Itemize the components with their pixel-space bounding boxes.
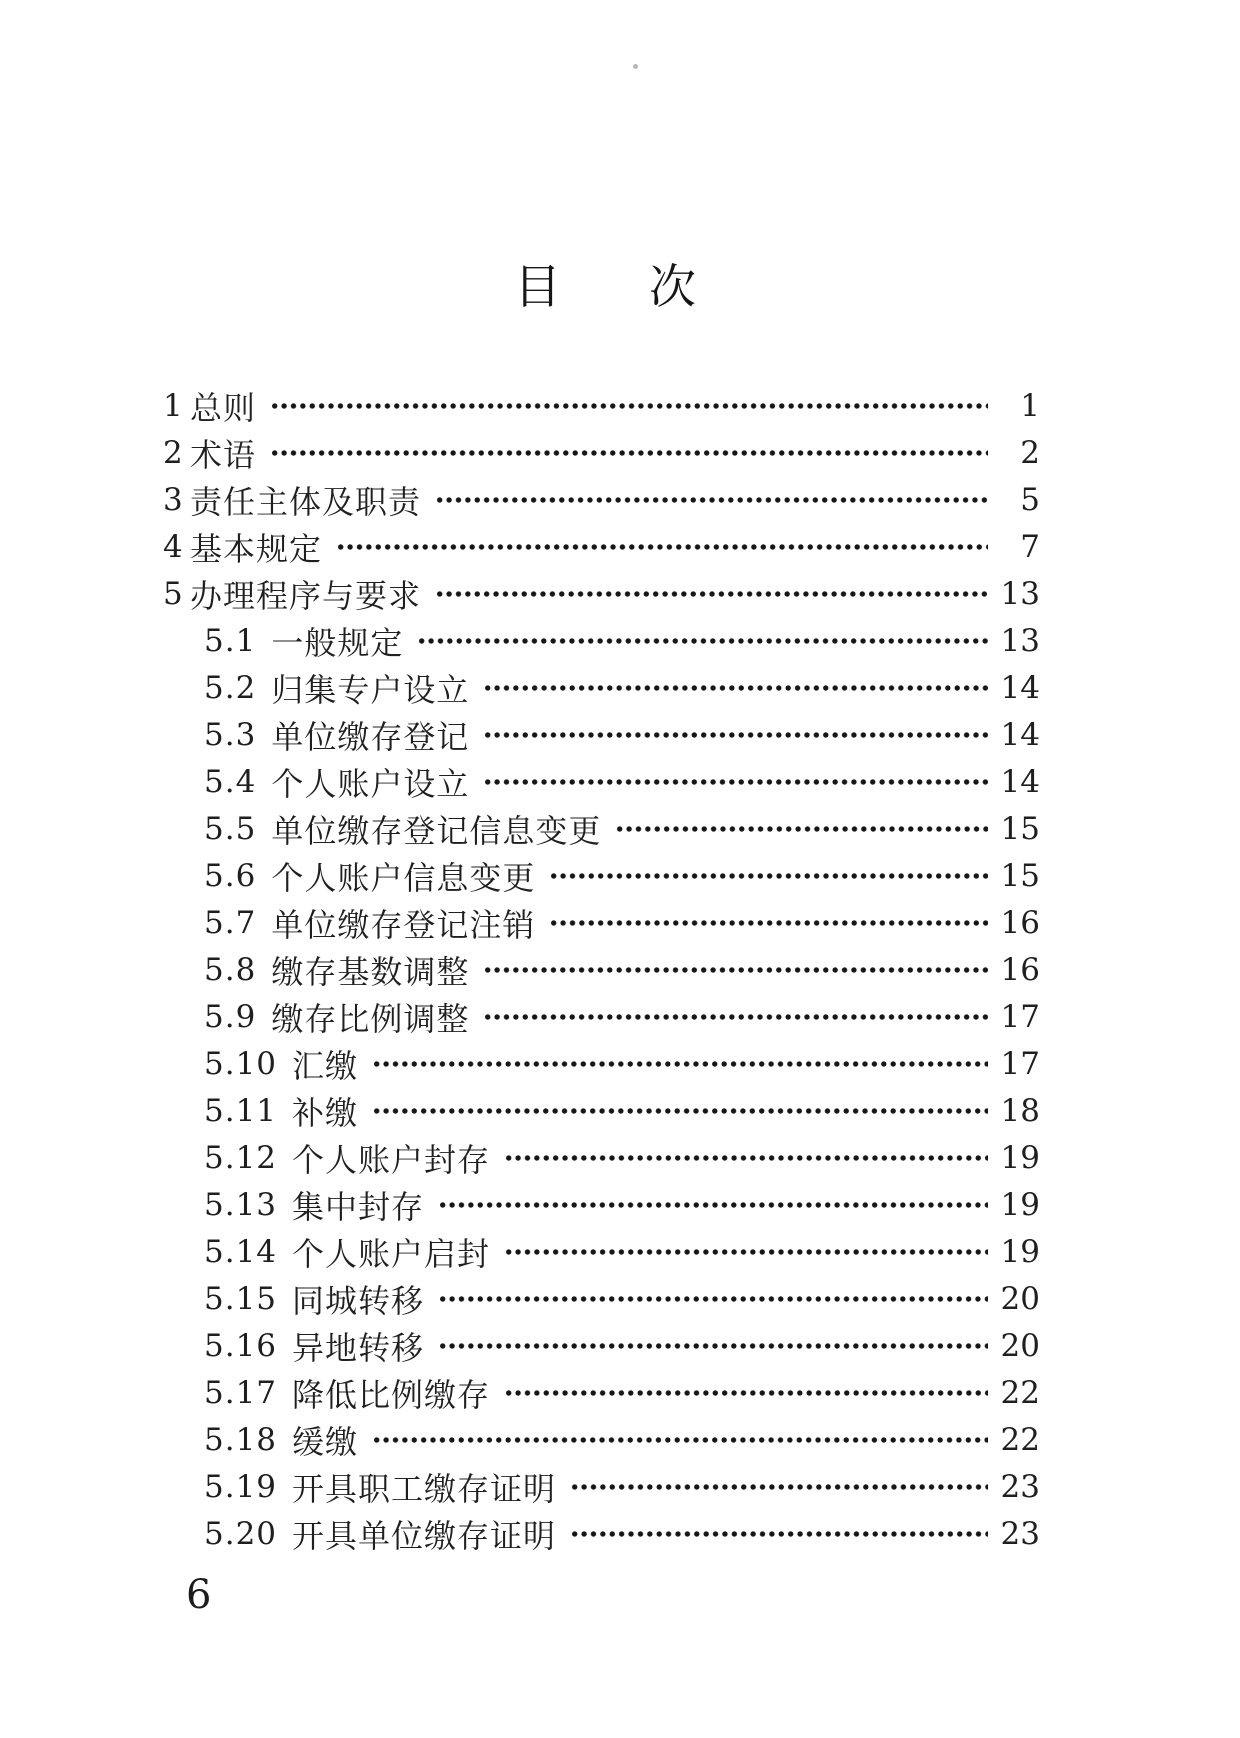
entry-number: 5.20	[204, 1515, 278, 1552]
entry-number: 3	[163, 481, 184, 518]
entry-number: 5.15	[204, 1280, 278, 1317]
toc-entry-5-12	[163, 1134, 1040, 1181]
entry-number: 5.10	[204, 1045, 278, 1082]
toc-entry-5-11	[163, 1087, 1040, 1134]
entry-title: 术语	[190, 435, 257, 474]
entry-title: 缓缴	[292, 1422, 359, 1461]
entry-title: 单位缴存登记	[271, 717, 470, 756]
entry-page: 19	[1000, 1139, 1040, 1176]
entry-number: 5.3	[204, 716, 257, 753]
toc-entry-5-2	[163, 664, 1040, 711]
toc-entry-5-18	[163, 1416, 1040, 1463]
dot-leader	[436, 1322, 988, 1369]
dot-leader	[370, 1087, 988, 1134]
entry-title: 单位缴存登记信息变更	[271, 811, 602, 850]
dot-leader	[547, 899, 988, 946]
toc-entry-5-6	[163, 852, 1040, 899]
toc-entry-5	[163, 570, 1040, 617]
dot-leader	[370, 1416, 988, 1463]
entry-number: 5.16	[204, 1327, 278, 1364]
entry-page: 16	[1000, 904, 1040, 941]
dot-leader	[502, 1134, 988, 1181]
dot-leader	[481, 758, 988, 805]
entry-page: 15	[1000, 857, 1040, 894]
entry-title: 降低比例缴存	[292, 1375, 491, 1414]
entry-title: 开具单位缴存证明	[292, 1516, 557, 1555]
entry-title: 责任主体及职责	[190, 482, 422, 521]
entry-page: 14	[1000, 716, 1040, 753]
entry-page: 13	[1000, 575, 1040, 612]
entry-number: 5.14	[204, 1233, 278, 1270]
toc-entry-1	[163, 382, 1040, 429]
entry-number: 2	[163, 434, 184, 471]
entry-page: 16	[1000, 951, 1040, 988]
entry-title: 基本规定	[190, 529, 323, 568]
toc-list	[163, 382, 1040, 1557]
entry-number: 5.18	[204, 1421, 278, 1458]
dot-leader	[502, 1228, 988, 1275]
entry-number: 5.2	[204, 669, 257, 706]
dot-leader	[334, 523, 988, 570]
entry-page: 2	[1020, 434, 1040, 471]
dot-leader	[433, 476, 988, 523]
entry-number: 5.13	[204, 1186, 278, 1223]
dot-leader	[370, 1040, 988, 1087]
entry-title: 缴存比例调整	[271, 999, 470, 1038]
entry-number: 5.5	[204, 810, 257, 847]
entry-title: 单位缴存登记注销	[271, 905, 536, 944]
entry-number: 5.12	[204, 1139, 278, 1176]
dot-leader	[268, 429, 988, 476]
entry-title: 一般规定	[271, 623, 404, 662]
dot-leader	[481, 993, 988, 1040]
entry-page: 5	[1020, 481, 1040, 518]
scan-speck	[633, 64, 638, 69]
entry-number: 5.7	[204, 904, 257, 941]
entry-number: 4	[163, 528, 184, 565]
entry-title: 个人账户启封	[292, 1234, 491, 1273]
dot-leader	[268, 382, 988, 429]
toc-entry-5-16	[163, 1322, 1040, 1369]
toc-entry-5-1	[163, 617, 1040, 664]
footer-page-number: 6	[186, 1572, 212, 1618]
entry-page: 19	[1000, 1186, 1040, 1223]
entry-page: 20	[1000, 1280, 1040, 1317]
entry-number: 5.17	[204, 1374, 278, 1411]
entry-page: 1	[1020, 387, 1040, 424]
entry-page: 17	[1000, 1045, 1040, 1082]
entry-title: 个人账户设立	[271, 764, 470, 803]
entry-page: 18	[1000, 1092, 1040, 1129]
entry-title: 补缴	[292, 1093, 359, 1132]
dot-leader	[502, 1369, 988, 1416]
dot-leader	[481, 711, 988, 758]
toc-entry-5-5	[163, 805, 1040, 852]
entry-title: 缴存基数调整	[271, 952, 470, 991]
toc-entry-5-13	[163, 1181, 1040, 1228]
entry-page: 23	[1000, 1468, 1040, 1505]
dot-leader	[436, 1275, 988, 1322]
entry-title: 办理程序与要求	[190, 576, 422, 615]
page-title-char-right: 次	[649, 260, 696, 315]
entry-page: 13	[1000, 622, 1040, 659]
entry-number: 5.6	[204, 857, 257, 894]
toc-entry-5-3	[163, 711, 1040, 758]
entry-title: 集中封存	[292, 1187, 425, 1226]
dot-leader	[613, 805, 988, 852]
entry-page: 22	[1000, 1421, 1040, 1458]
entry-number: 5.9	[204, 998, 257, 1035]
dot-leader	[481, 664, 988, 711]
entry-page: 14	[1000, 669, 1040, 706]
toc-entry-5-8	[163, 946, 1040, 993]
entry-title: 同城转移	[292, 1281, 425, 1320]
dot-leader	[568, 1510, 988, 1557]
toc-entry-5-15	[163, 1275, 1040, 1322]
dot-leader	[481, 946, 988, 993]
entry-number: 5.4	[204, 763, 257, 800]
entry-title: 总则	[190, 388, 257, 427]
toc-entry-5-9	[163, 993, 1040, 1040]
toc-entry-5-19	[163, 1463, 1040, 1510]
entry-number: 5.19	[204, 1468, 278, 1505]
entry-page: 14	[1000, 763, 1040, 800]
entry-page: 7	[1020, 528, 1040, 565]
dot-leader	[547, 852, 988, 899]
toc-entry-3	[163, 476, 1040, 523]
page-title-char-left: 目	[514, 260, 561, 315]
toc-entry-5-7	[163, 899, 1040, 946]
entry-number: 5	[163, 575, 184, 612]
entry-number: 5.11	[204, 1092, 278, 1129]
entry-page: 17	[1000, 998, 1040, 1035]
dot-leader	[415, 617, 988, 664]
toc-entry-4	[163, 523, 1040, 570]
toc-entry-5-4	[163, 758, 1040, 805]
entry-number: 1	[163, 387, 184, 424]
toc-entry-2	[163, 429, 1040, 476]
dot-leader	[436, 1181, 988, 1228]
entry-page: 20	[1000, 1327, 1040, 1364]
toc-entry-5-20	[163, 1510, 1040, 1557]
dot-leader	[568, 1463, 988, 1510]
toc-entry-5-14	[163, 1228, 1040, 1275]
entry-title: 个人账户封存	[292, 1140, 491, 1179]
entry-title: 汇缴	[292, 1046, 359, 1085]
dot-leader	[433, 570, 988, 617]
entry-number: 5.8	[204, 951, 257, 988]
toc-entry-5-10	[163, 1040, 1040, 1087]
entry-title: 个人账户信息变更	[271, 858, 536, 897]
entry-page: 15	[1000, 810, 1040, 847]
entry-number: 5.1	[204, 622, 257, 659]
entry-page: 19	[1000, 1233, 1040, 1270]
entry-title: 异地转移	[292, 1328, 425, 1367]
entry-title: 归集专户设立	[271, 670, 470, 709]
entry-title: 开具职工缴存证明	[292, 1469, 557, 1508]
page-title	[514, 262, 696, 314]
toc-entry-5-17	[163, 1369, 1040, 1416]
entry-page: 23	[1000, 1515, 1040, 1552]
entry-page: 22	[1000, 1374, 1040, 1411]
